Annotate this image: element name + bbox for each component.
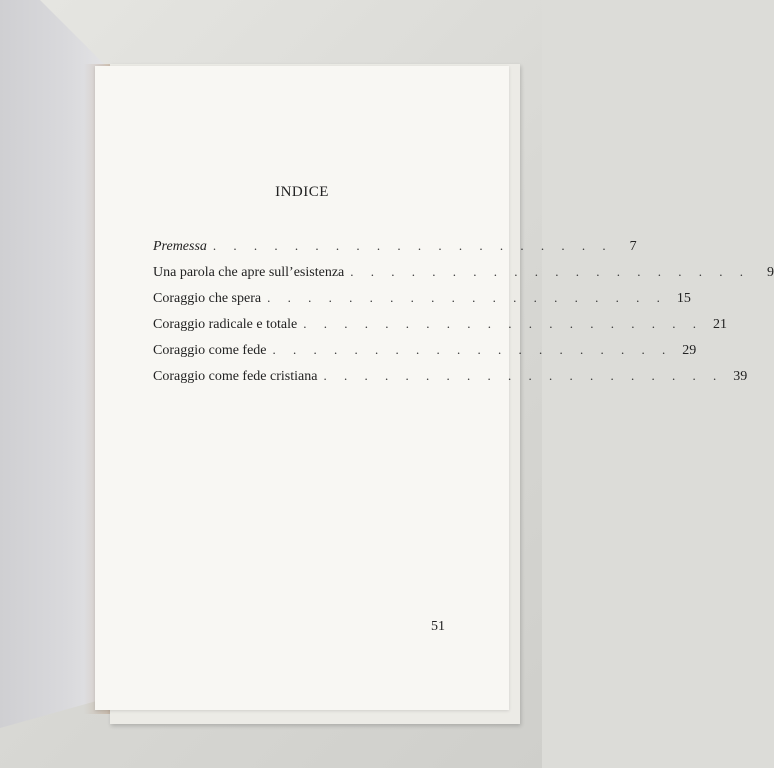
dot-leader: . . . . . . . . . . . . . . . . . . . .: [212, 238, 613, 253]
toc-entry-coraggio-fede-cristiana[interactable]: [153, 368, 748, 394]
toc-entry-coraggio-che-spera[interactable]: [153, 290, 691, 316]
toc-entry-premessa[interactable]: [153, 238, 637, 264]
dot-leader: . . . . . . . . . . . . . . . . . . . .: [303, 316, 703, 331]
toc-entry-page: 39: [733, 369, 748, 384]
toc-entry-coraggio-radicale[interactable]: [153, 316, 727, 342]
book-page: [95, 66, 774, 710]
toc-entry-page: 7: [629, 239, 637, 254]
page-number: 51: [431, 619, 445, 634]
toc-entry-label: Una parola che apre sull’esistenza: [153, 265, 345, 280]
index-title: INDICE: [275, 184, 329, 200]
toc-entry-page: 9: [767, 265, 774, 280]
table-of-contents: [153, 238, 774, 394]
toc-entry-page: 15: [676, 291, 691, 306]
toc-entry-label: Premessa: [153, 239, 207, 254]
dot-leader: . . . . . . . . . . . . . . . . . . . .: [267, 290, 667, 305]
toc-entry-coraggio-come-fede[interactable]: [153, 342, 697, 368]
dot-leader: . . . . . . . . . . . . . . . . . . . .: [350, 264, 750, 279]
toc-entry-label: Coraggio come fede cristiana: [153, 369, 318, 384]
toc-entry-label: Coraggio radicale e totale: [153, 317, 298, 332]
toc-entry-label: Coraggio come fede: [153, 343, 267, 358]
dot-leader: . . . . . . . . . . . . . . . . . . . .: [272, 342, 673, 357]
toc-entry-page: 21: [712, 317, 727, 332]
dot-leader: . . . . . . . . . . . . . . . . . . . .: [323, 368, 724, 383]
toc-entry-label: Coraggio che spera: [153, 291, 262, 306]
toc-entry-una-parola[interactable]: [153, 264, 774, 290]
toc-entry-page: 29: [682, 343, 697, 358]
